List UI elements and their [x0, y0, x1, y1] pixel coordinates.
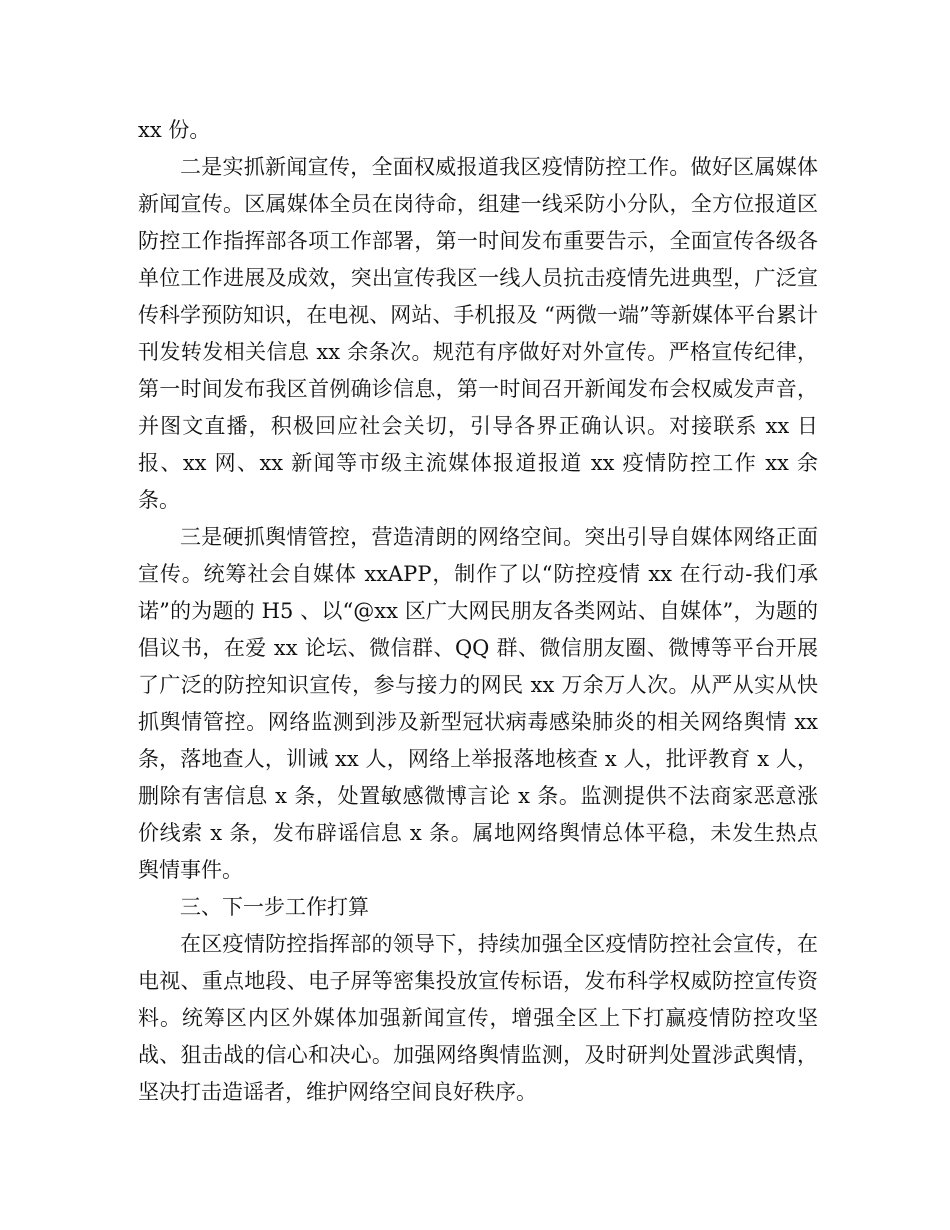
paragraph-news-publicity: 二是实抓新闻宣传，全面权威报道我区疫情防控工作。做好区属媒体新闻宣传。区属媒体全员在岗待命，组建一线采防小分队，全方位报道区防控工作指挥部各项工作部署，第一时间发布重要告示，全面宣传各级各单位工作进展及成效，突出宣传我区一线人员抗击疫情先进典型，广泛宣传科学预防知识，在电视、网站、手机报及 “两微一端”等新媒体平台累计刊发转发相关信息 xx 余条次。规范有序做好对外宣传。严格宣传纪律，第一时间发布我区首例确诊信息，第一时间召开新闻发布会权威发声音，并图文直播，积极回应社会关切，引导各界正确认识。对接联系 xx 日报、xx 网、xx 新闻等市级主流媒体报道报道 xx 疫情防控工作 xx 余条。: [138, 155, 818, 512]
document-page: [138, 112, 818, 1111]
paragraph-opinion-control: 三是硬抓舆情管控，营造清朗的网络空间。突出引导自媒体网络正面宣传。统筹社会自媒体 xxAPP，制作了以“防控疫情 xx 在行动-我们承诺”的为题的 H5 、以“@xx 区广大网民朋友各类网站、自媒体”，为题的倡议书，在爱 xx 论坛、微信群、QQ 群、微信朋友圈、微博等平台开展了广泛的防控知识宣传，参与接力的网民 xx 万余万人次。从严从实从快抓舆情管控。网络监测到涉及新型冠状病毒感染肺炎的相关网络舆情 xx 条，落地查人，训诫 xx 人，网络上举报落地核查 x 人，批评教育 x 人，删除有害信息 x 条，处置敏感微博言论 x 条。监测提供不法商家恶意涨价线索 x 条，发布辟谣信息 x 条。属地网络舆情总体平稳，未发生热点舆情事件。: [138, 525, 818, 882]
paragraph-next-steps: 在区疫情防控指挥部的领导下，持续加强全区疫情防控社会宣传，在电视、重点地段、电子屏等密集投放宣传标语，发布科学权威防控宣传资料。统筹区内区外媒体加强新闻宣传，增强全区上下打赢疫情防控攻坚战、狙击战的信心和决心。加强网络舆情监测，及时研判处置涉武舆情，坚决打击造谣者，维护网络空间良好秩序。: [138, 932, 818, 1104]
paragraph-continuation: xx 份。: [138, 118, 211, 142]
section-heading-next-steps: 三、下一步工作打算: [180, 895, 369, 919]
